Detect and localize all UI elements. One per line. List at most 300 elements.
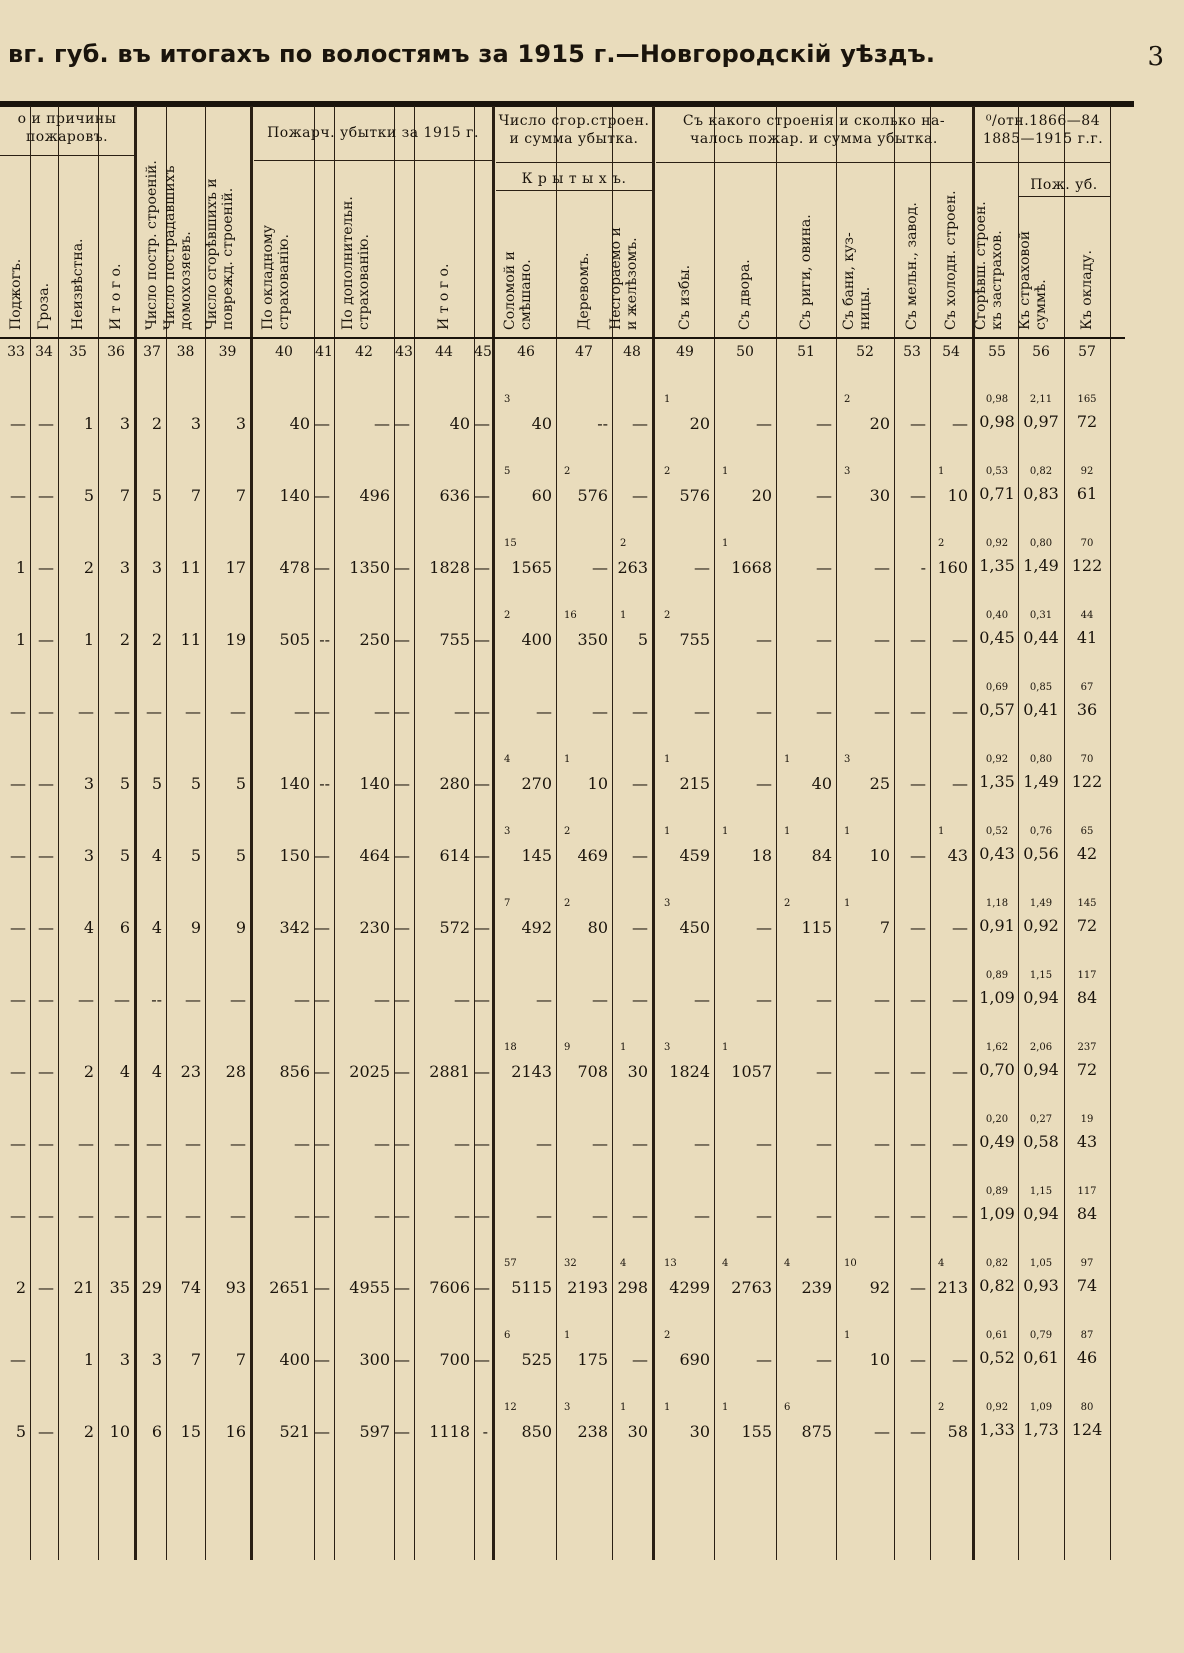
table-cell: —	[592, 702, 608, 721]
percent-top-value: 0,82	[985, 1258, 1009, 1269]
table-cell: 614	[439, 846, 470, 865]
table-cell: —	[10, 486, 26, 505]
table-cell: —	[536, 1134, 552, 1153]
table-cell: 20	[869, 414, 890, 433]
percent-top-value: 67	[1080, 682, 1094, 693]
table-cell: —	[632, 1134, 648, 1153]
table-cell: —	[474, 846, 490, 865]
cell-superscript: 1	[722, 1042, 729, 1053]
cell-superscript: 4	[784, 1258, 791, 1269]
percent-top-value: 44	[1080, 610, 1094, 621]
table-cell: —	[394, 1206, 410, 1225]
table-cell: —	[230, 990, 246, 1009]
cell-superscript: 2	[784, 898, 791, 909]
table-cell: —	[314, 486, 330, 505]
table-cell: —	[952, 774, 968, 793]
column-label: Съ двора.	[737, 259, 753, 330]
column-number: 48	[623, 344, 641, 360]
table-cell: —	[78, 1134, 94, 1153]
cell-superscript: 9	[564, 1042, 571, 1053]
table-cell: 2	[83, 558, 94, 577]
table-cell: —	[756, 630, 772, 649]
cell-superscript: 1	[784, 754, 791, 765]
table-cell: 11	[180, 558, 201, 577]
column-label: Съ избы.	[677, 264, 693, 330]
cell-superscript: 1	[784, 826, 791, 837]
table-cell: 30	[689, 1422, 710, 1441]
cell-superscript: 2	[664, 1330, 671, 1341]
table-cell: —	[38, 1278, 54, 1297]
table-cell: —	[910, 1422, 926, 1441]
table-cell: 280	[439, 774, 470, 793]
group-header-origin: Съ какого строенія и сколько на- чалось пожар. и сумма убытка.	[682, 113, 946, 147]
table-cell: 7	[879, 918, 890, 937]
cell-superscript: 1	[664, 754, 671, 765]
table-cell: 298	[617, 1278, 648, 1297]
table-cell: —	[394, 414, 410, 433]
table-cell: 5	[235, 846, 246, 865]
table-cell: 145	[521, 846, 552, 865]
percent-value: 1,49	[1023, 772, 1059, 791]
cell-superscript: 3	[504, 826, 511, 837]
table-cell: —	[910, 1206, 926, 1225]
percent-top-value: 1,09	[1029, 1402, 1053, 1413]
cell-superscript: 1	[620, 1042, 627, 1053]
table-cell: —	[632, 918, 648, 937]
table-cell: 2193	[567, 1278, 608, 1297]
table-cell: —	[474, 1278, 490, 1297]
table-cell: —	[874, 1206, 890, 1225]
table-cell: —	[38, 1422, 54, 1441]
table-cell: 115	[801, 918, 832, 937]
column-label: И т о г о.	[108, 263, 124, 330]
table-cell: —	[146, 702, 162, 721]
cell-superscript: 32	[564, 1258, 577, 1269]
table-cell: —	[374, 1134, 390, 1153]
table-cell: 238	[577, 1422, 608, 1441]
percent-top-value: 80	[1080, 1402, 1094, 1413]
table-cell: —	[454, 702, 470, 721]
percent-top-value: 1,05	[1029, 1258, 1053, 1269]
table-cell: 21	[73, 1278, 94, 1297]
table-cell: 5	[151, 486, 162, 505]
table-cell: 2143	[511, 1062, 552, 1081]
column-label: По окладному страхованію.	[260, 224, 292, 330]
table-cell: 1	[15, 630, 26, 649]
table-cell: —	[230, 702, 246, 721]
table-cell: 10	[947, 486, 968, 505]
table-cell: —	[874, 1422, 890, 1441]
table-cell: —	[38, 990, 54, 1009]
table-cell: 10	[587, 774, 608, 793]
cell-superscript: 1	[620, 1402, 627, 1413]
cell-superscript: 1	[722, 1402, 729, 1413]
table-cell: —	[394, 918, 410, 937]
percent-value: 0,71	[979, 484, 1015, 503]
header-rule	[0, 155, 134, 156]
table-cell: 6	[151, 1422, 162, 1441]
table-cell: 25	[869, 774, 890, 793]
column-label: Неизвѣстна.	[70, 238, 86, 330]
table-cell: —	[374, 990, 390, 1009]
percent-value: 0,94	[1023, 988, 1059, 1007]
table-cell: —	[38, 846, 54, 865]
table-cell: 16	[225, 1422, 246, 1441]
column-number: 49	[676, 344, 694, 360]
percent-value: 0,43	[979, 844, 1015, 863]
header-rule	[496, 190, 652, 191]
table-cell: 300	[359, 1350, 390, 1369]
percent-top-value: 117	[1077, 1186, 1097, 1197]
table-cell: 7	[119, 486, 130, 505]
percent-value: 0,57	[979, 700, 1015, 719]
table-cell: 2025	[349, 1062, 390, 1081]
percent-value: 1,49	[1023, 556, 1059, 575]
table-cell: 160	[937, 558, 968, 577]
cell-superscript: 10	[844, 1258, 857, 1269]
column-label: И т о г о.	[436, 263, 452, 330]
cell-superscript: 2	[564, 898, 571, 909]
table-cell: —	[38, 558, 54, 577]
table-cell: -	[482, 1422, 488, 1441]
cell-superscript: 3	[844, 466, 851, 477]
table-cell: —	[314, 558, 330, 577]
table-cell: —	[38, 414, 54, 433]
column-number: 42	[355, 344, 373, 360]
table-cell: —	[910, 990, 926, 1009]
table-cell: —	[874, 1134, 890, 1153]
percent-value: 1,09	[979, 1204, 1015, 1223]
table-cell: 3	[119, 414, 130, 433]
percent-top-value: 0,82	[1029, 466, 1053, 477]
table-cell: —	[474, 1206, 490, 1225]
percent-value: 0,44	[1023, 628, 1059, 647]
table-cell: 1	[15, 558, 26, 577]
percent-top-value: 0,79	[1029, 1330, 1053, 1341]
page-title: вг. губ. въ итогахъ по волостямъ за 1915 г.—Новгородскій уѣздъ.	[8, 40, 936, 68]
table-cell: 5	[235, 774, 246, 793]
percent-top-value: 237	[1077, 1042, 1097, 1053]
table-cell: —	[294, 1134, 310, 1153]
column-label: Съ бани, куз- ницы.	[841, 232, 873, 330]
table-row	[0, 1100, 1134, 1160]
table-cell: —	[38, 1206, 54, 1225]
table-cell: —	[314, 702, 330, 721]
table-cell: —	[474, 486, 490, 505]
table-cell: 576	[577, 486, 608, 505]
table-cell: —	[10, 1206, 26, 1225]
percent-top-value: 0,89	[985, 970, 1009, 981]
table-cell: 492	[521, 918, 552, 937]
percent-value: 74	[1076, 1276, 1098, 1295]
table-row	[0, 1244, 1134, 1304]
table-cell: —	[756, 1350, 772, 1369]
table-cell: —	[10, 1350, 26, 1369]
table-cell: —	[394, 1062, 410, 1081]
column-number: 45	[474, 344, 492, 360]
table-cell: —	[536, 702, 552, 721]
percent-value: 84	[1076, 1204, 1098, 1223]
table-row	[0, 1388, 1134, 1448]
table-cell: -	[920, 558, 926, 577]
table-cell: —	[314, 1062, 330, 1081]
table-cell: —	[632, 990, 648, 1009]
table-cell: —	[474, 414, 490, 433]
table-cell: 10	[869, 1350, 890, 1369]
header-rule	[254, 160, 492, 161]
header-rule	[1018, 196, 1110, 197]
cell-superscript: 1	[938, 466, 945, 477]
percent-top-value: 1,15	[1029, 1186, 1053, 1197]
table-cell: —	[394, 1134, 410, 1153]
table-cell: —	[874, 990, 890, 1009]
table-cell: 755	[679, 630, 710, 649]
cell-superscript: 2	[564, 466, 571, 477]
percent-value: 41	[1076, 628, 1098, 647]
table-cell: —	[114, 990, 130, 1009]
cell-superscript: 1	[722, 826, 729, 837]
table-cell: 3	[151, 558, 162, 577]
table-cell: 1	[83, 414, 94, 433]
cell-superscript: 2	[620, 538, 627, 549]
cell-superscript: 4	[504, 754, 511, 765]
table-cell: —	[10, 846, 26, 865]
cell-superscript: 16	[564, 610, 577, 621]
table-cell: —	[910, 918, 926, 937]
header-rule	[496, 162, 652, 163]
percent-value: 0,52	[979, 1348, 1015, 1367]
table-cell: —	[10, 1134, 26, 1153]
table-cell: 469	[577, 846, 608, 865]
cell-superscript: 2	[664, 610, 671, 621]
table-cell: —	[146, 1134, 162, 1153]
table-cell: —	[756, 990, 772, 1009]
table-row	[0, 596, 1134, 656]
table-cell: —	[632, 1206, 648, 1225]
table-cell: —	[394, 630, 410, 649]
table-cell: —	[952, 1206, 968, 1225]
percent-value: 1,73	[1023, 1420, 1059, 1439]
header-rule	[0, 101, 1134, 107]
percent-value: 0,45	[979, 628, 1015, 647]
table-cell: —	[592, 1134, 608, 1153]
table-cell: 175	[577, 1350, 608, 1369]
table-cell: 5	[190, 774, 201, 793]
table-cell: 263	[617, 558, 648, 577]
table-row	[0, 380, 1134, 440]
table-cell: —	[952, 702, 968, 721]
table-cell: 2	[83, 1422, 94, 1441]
table-cell: —	[374, 702, 390, 721]
table-cell: —	[294, 990, 310, 1009]
column-label: Къ окладу.	[1079, 250, 1095, 330]
percent-top-value: 97	[1080, 1258, 1094, 1269]
percent-top-value: 0,92	[985, 1402, 1009, 1413]
table-cell: 576	[679, 486, 710, 505]
table-cell: —	[394, 558, 410, 577]
table-cell: 4	[151, 846, 162, 865]
percent-top-value: 0,80	[1029, 538, 1053, 549]
table-cell: —	[10, 774, 26, 793]
cell-superscript: 4	[722, 1258, 729, 1269]
table-cell: —	[38, 630, 54, 649]
table-cell: 1565	[511, 558, 552, 577]
group-header-burned: Число сгор.строен. и сумма убытка.	[498, 113, 650, 147]
table-cell: —	[874, 558, 890, 577]
percent-top-value: 0,40	[985, 610, 1009, 621]
percent-top-value: 1,18	[985, 898, 1009, 909]
table-cell: —	[632, 846, 648, 865]
table-cell: —	[592, 1206, 608, 1225]
cell-superscript: 15	[504, 538, 517, 549]
table-cell: 708	[577, 1062, 608, 1081]
table-cell: 521	[279, 1422, 310, 1441]
table-cell: —	[592, 990, 608, 1009]
table-cell: 140	[279, 774, 310, 793]
percent-value: 0,83	[1023, 484, 1059, 503]
table-cell: 5	[119, 774, 130, 793]
table-cell: —	[474, 702, 490, 721]
table-row	[0, 1172, 1134, 1232]
column-number: 33	[7, 344, 25, 360]
cell-superscript: 18	[504, 1042, 517, 1053]
table-cell: 84	[811, 846, 832, 865]
percent-value: 0,92	[1023, 916, 1059, 935]
table-cell: 2881	[429, 1062, 470, 1081]
table-cell: —	[38, 1062, 54, 1081]
column-number: 39	[218, 344, 237, 360]
table-cell: —	[756, 1134, 772, 1153]
cell-superscript: 1	[664, 394, 671, 405]
table-cell: 60	[531, 486, 552, 505]
percent-value: 122	[1071, 556, 1103, 575]
percent-top-value: 0,69	[985, 682, 1009, 693]
table-cell: 1118	[429, 1422, 470, 1441]
cell-superscript: 4	[938, 1258, 945, 1269]
group-header-roofed: К р ы т ы х ъ.	[521, 171, 627, 187]
table-cell: —	[114, 702, 130, 721]
percent-value: 61	[1076, 484, 1098, 503]
table-cell: —	[694, 1206, 710, 1225]
table-cell: —	[394, 702, 410, 721]
table-cell: 3	[119, 1350, 130, 1369]
percent-value: 0,97	[1023, 412, 1059, 431]
table-cell: 18	[751, 846, 772, 865]
percent-top-value: 0,98	[985, 394, 1009, 405]
table-cell: —	[114, 1206, 130, 1225]
percent-top-value: 0,89	[985, 1186, 1009, 1197]
percent-top-value: 0,85	[1029, 682, 1053, 693]
table-cell: 342	[279, 918, 310, 937]
table-cell: —	[38, 774, 54, 793]
table-cell: —	[474, 1134, 490, 1153]
percent-top-value: 1,49	[1029, 898, 1053, 909]
table-cell: —	[314, 1350, 330, 1369]
table-cell: —	[910, 414, 926, 433]
column-number: 36	[107, 344, 125, 360]
percent-value: 46	[1076, 1348, 1098, 1367]
table-cell: 572	[439, 918, 470, 937]
table-cell: --	[597, 414, 608, 433]
table-cell: —	[816, 486, 832, 505]
table-cell: 239	[801, 1278, 832, 1297]
table-cell: —	[394, 846, 410, 865]
cell-superscript: 2	[504, 610, 511, 621]
percent-value: 0,94	[1023, 1060, 1059, 1079]
table-cell: 400	[279, 1350, 310, 1369]
percent-value: 1,09	[979, 988, 1015, 1007]
column-number: 43	[395, 344, 413, 360]
column-label: По дополнительн. страхованію.	[340, 196, 372, 330]
table-cell: —	[756, 774, 772, 793]
table-cell: 4	[83, 918, 94, 937]
table-cell: 5	[15, 1422, 26, 1441]
table-cell: 40	[811, 774, 832, 793]
column-number: 56	[1032, 344, 1050, 360]
percent-value: 1,35	[979, 556, 1015, 575]
cell-superscript: 1	[620, 610, 627, 621]
table-cell: 2763	[731, 1278, 772, 1297]
column-number: 54	[942, 344, 960, 360]
table-cell: —	[536, 1206, 552, 1225]
table-cell: —	[294, 702, 310, 721]
header-rule	[976, 162, 1110, 163]
table-cell: —	[314, 414, 330, 433]
column-label: Число постр. строеній.	[144, 160, 160, 330]
table-cell: —	[952, 630, 968, 649]
table-cell: —	[394, 774, 410, 793]
percent-value: 124	[1071, 1420, 1103, 1439]
column-label: Съ мельн., завод.	[904, 202, 920, 330]
table-cell: 3	[83, 846, 94, 865]
table-cell: 4	[151, 1062, 162, 1081]
cell-superscript: 3	[664, 898, 671, 909]
table-cell: —	[816, 630, 832, 649]
cell-superscript: 1	[564, 754, 571, 765]
table-cell: —	[146, 1206, 162, 1225]
table-cell: 597	[359, 1422, 390, 1441]
percent-value: 0,91	[979, 916, 1015, 935]
table-cell: —	[816, 1206, 832, 1225]
percent-value: 84	[1076, 988, 1098, 1007]
percent-top-value: 1,62	[985, 1042, 1009, 1053]
percent-value: 122	[1071, 772, 1103, 791]
table-cell: —	[10, 990, 26, 1009]
table-cell: —	[185, 702, 201, 721]
table-cell: —	[454, 1134, 470, 1153]
table-cell: 2	[119, 630, 130, 649]
table-cell: 1828	[429, 558, 470, 577]
table-cell: 6	[119, 918, 130, 937]
table-cell: 270	[521, 774, 552, 793]
column-number: 46	[517, 344, 535, 360]
column-number: 41	[315, 344, 333, 360]
cell-superscript: 1	[844, 826, 851, 837]
column-number: 47	[575, 344, 593, 360]
table-cell: 35	[109, 1278, 130, 1297]
table-cell: —	[78, 990, 94, 1009]
table-cell: 1668	[731, 558, 772, 577]
percent-top-value: 2,11	[1029, 394, 1053, 405]
table-cell: —	[394, 1422, 410, 1441]
table-cell: —	[78, 702, 94, 721]
table-cell: —	[474, 558, 490, 577]
table-cell: —	[756, 414, 772, 433]
table-cell: 3	[83, 774, 94, 793]
table-cell: —	[694, 990, 710, 1009]
table-row	[0, 956, 1134, 1016]
table-cell: 2	[15, 1278, 26, 1297]
